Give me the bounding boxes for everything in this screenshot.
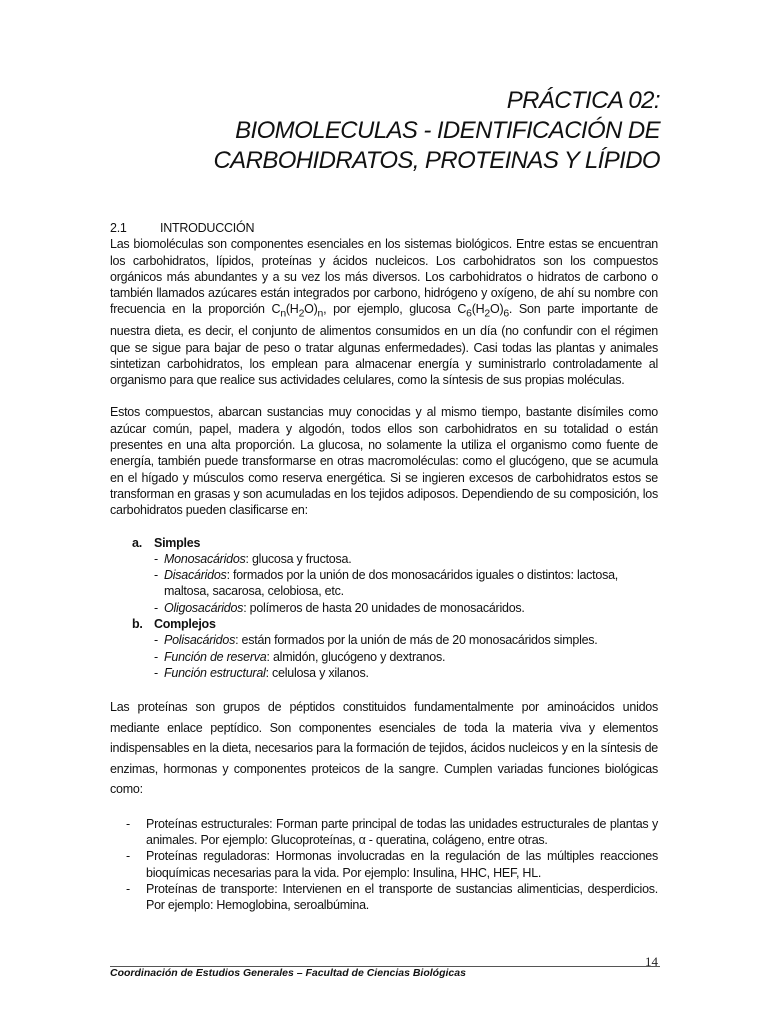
intro-paragraph-2: Estos compuestos, abarcan sustancias muy conocidas y al mismo tiempo, bastante disímiles como azúcar común, papel, madera y algodón, todos ellos son carbohidratos en su totalidad o están presentes en una alta proporción. La glucosa, no solamente la utiliza el organismo como fuente de energía, también puede transformarse en otras macromoléculas: como el glucógeno, que se acumula en el hígado y músculos como reserva energética. Si se ingieren excesos de carbohidratos estos se transforman en grasas y son acumuladas en los tejidos adiposos. Dependiendo de su composición, los carbohidratos pueden clasificarse en: — [110, 405, 658, 518]
list-marker: b. — [132, 617, 143, 632]
list-label: Complejos — [154, 617, 216, 632]
list-item-simples — [132, 535, 658, 551]
list-item: - Proteínas reguladoras: Hormonas involucradas en la regulación de las múltiples reacciones bioquímicas necesarias para la vida. Por ejemplo: Insulina, HHC, HEF, HL. — [126, 849, 658, 880]
sub-item: - Función estructural: celulosa y xilanos. — [154, 665, 369, 680]
title-line-3: CARBOHIDRATOS, PROTEINAS Y LÍPIDO — [213, 147, 660, 174]
sub-item: - Disacáridos: formados por la unión de dos monosacáridos iguales o distintos: lactosa, — [154, 568, 619, 583]
list-item: - Proteínas de transporte: Intervienen en el transporte de sustancias alimenticias, desperdicios. Por ejemplo: Hemoglobina, seroalbúmina. — [126, 881, 658, 913]
sub-item: - Oligosacáridos: polímeros de hasta 20 unidades de monosacáridos. — [154, 600, 525, 615]
page-title — [213, 86, 660, 176]
carbohydrate-classification-list — [110, 535, 658, 682]
list-item-complejos — [132, 616, 658, 632]
sub-item: - Función de reserva: almidón, glucógeno y dextranos. — [154, 649, 446, 664]
page-number: 14 — [645, 954, 658, 969]
intro-paragraph-1: Las biomoléculas son componentes esenciales en los sistemas biológicos. Entre estas se encuentran los carbohidratos, lípidos, proteínas y ácidos nucleicos. Los carbohidratos son los compuestos orgánicos más abundantes y a su vez los más diversos. Los carbohidratos o hidratos de carbono o también llamados azúcares están integrados por carbono, hidrógeno y oxígeno, de ahí su nombre con frecuencia en la proporción $C_n(H_2O)_n$, por ejemplo, glucosa $C_6(H_2O)_6$. Son parte importante de nuestra dieta, es decir, el conjunto de alimentos consumidos en un día (no confundir con el régimen que se sigue para bajar de peso o tratar algunas enfermedades). Casi todas las plantas y animales sintetizan carbohidratos, los emplean para almacenar energía y suministrarlo controladamente al organismo para que realice sus actividades celulares, como la síntesis de sus propias moléculas. — [110, 237, 659, 388]
list-marker: a. — [132, 535, 142, 550]
title-line-2: BIOMOLECULAS - IDENTIFICACIÓN DE — [235, 117, 660, 144]
sub-item-continuation: maltosa, sacarosa, celobiosa, etc. — [164, 584, 344, 599]
document-body — [110, 220, 658, 914]
list-label: Simples — [154, 535, 201, 550]
section-heading — [110, 220, 658, 236]
section-title: INTRODUCCIÓN — [160, 221, 255, 235]
section-number: 2.1 — [110, 221, 127, 235]
page-footer: Coordinación de Estudios Generales – Facultad de Ciencias Biológicas — [110, 966, 660, 979]
list-item: - Proteínas estructurales: Forman parte principal de todas las unidades estructurales de plantas y animales. Por ejemplo: Glucoproteínas, α - queratina, colágeno, entre otras. — [126, 816, 658, 848]
title-line-1: PRÁCTICA 02: — [506, 87, 660, 114]
proteins-paragraph: Las proteínas son grupos de péptidos constituidos fundamentalmente por aminoácidos unidos mediante enlace peptídico. Son componentes esenciales de toda la materia viva y elementos indispensables en la dieta, necesarios para la formación de tejidos, ácidos nucleicos y en la síntesis de enzimas, hormonas y componentes proteicos de la sangre. Cumplen variadas funciones biológicas como: — [110, 700, 658, 797]
protein-types-list — [110, 816, 658, 914]
sub-item: - Monosacáridos: glucosa y fructosa. — [154, 551, 352, 566]
sub-item: - Polisacáridos: están formados por la unión de más de 20 monosacáridos simples. — [154, 633, 598, 648]
